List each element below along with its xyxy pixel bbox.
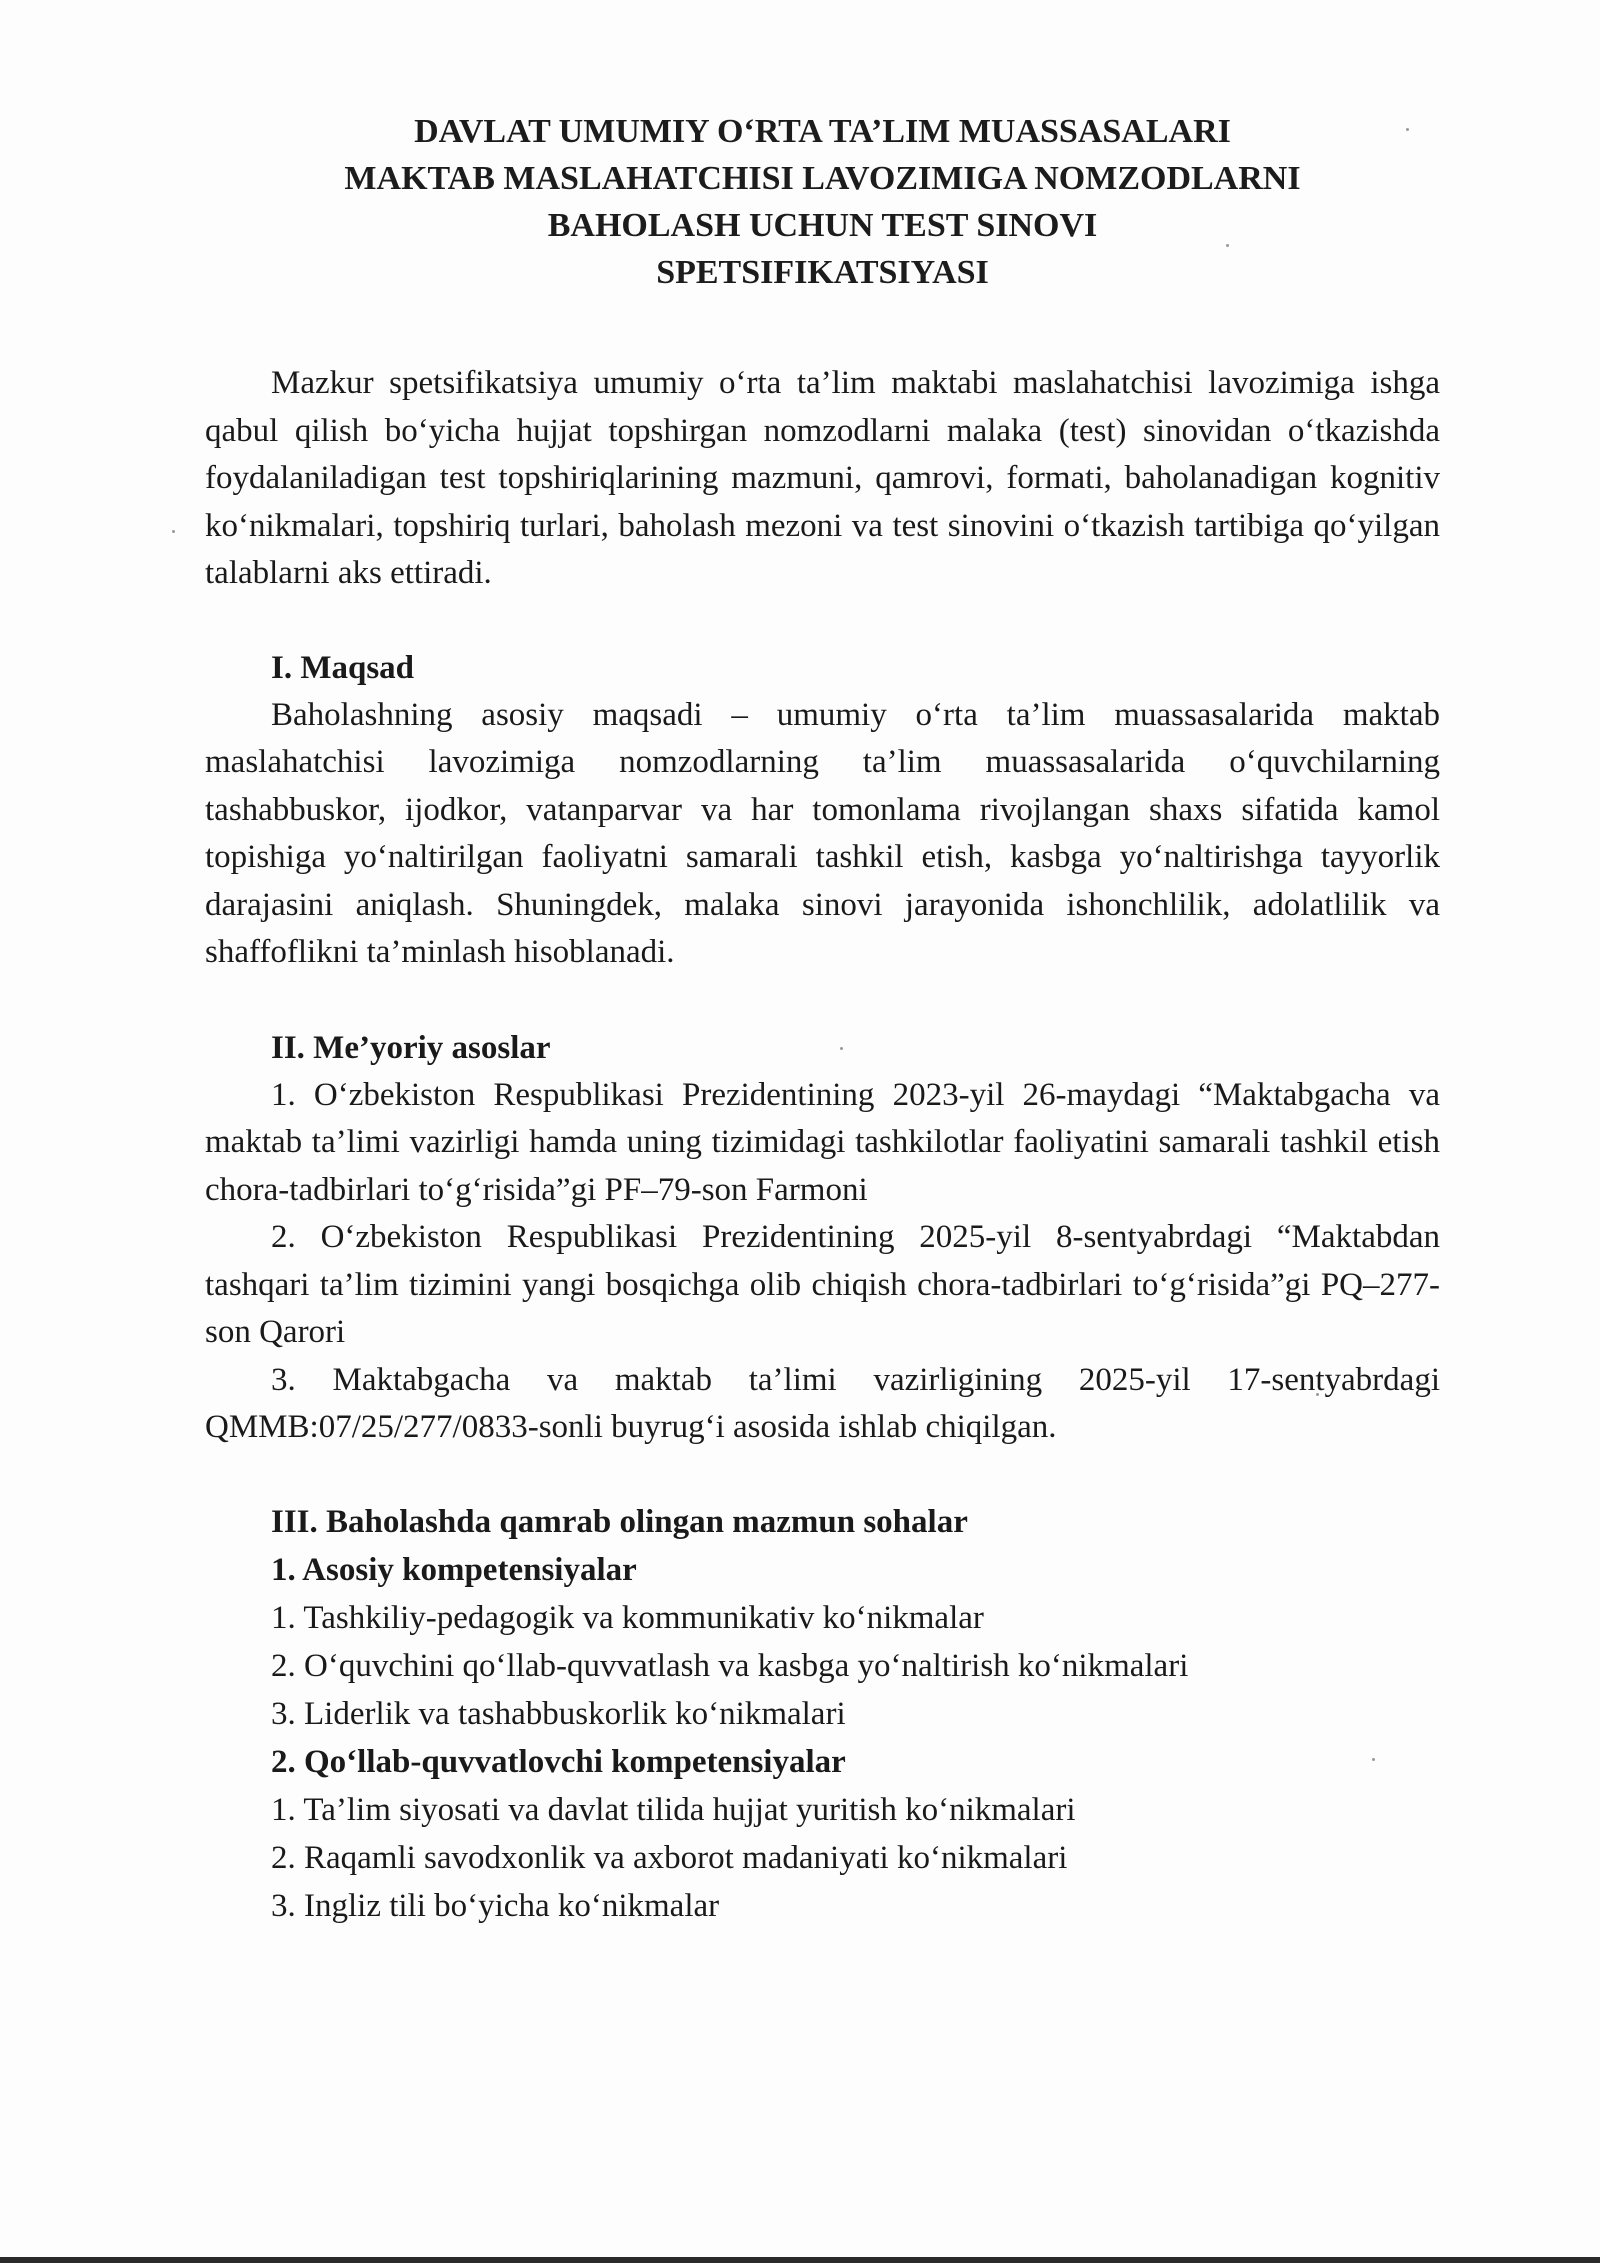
core-competency-item-3: 3. Liderlik va tashabbuskorlik ko‘nikmalari [271, 1695, 846, 1732]
intro-paragraph: Mazkur spetsifikatsiya umumiy o‘rta ta’lim maktabi maslahatchisi lavozimiga ishga qabul qilish bo‘yicha hujjat topshirgan nomzodlarni malaka (test) sinovidan o‘tkazishda foydalaniladigan test topshiriqlarining mazmuni, qamrovi, formati, baholanadigan kognitiv ko‘nikmalari, topshiriq turlari, baholash mezoni va test sinovini o‘tkazish tartibiga qo‘yilgan talablarni aks ettiradi. [205, 365, 1440, 591]
title-line-2: MAKTAB MASLAHATCHISI LAVOZIMIGA NOMZODLARNI [344, 160, 1301, 197]
supporting-competency-item-2: 2. Raqamli savodxonlik va axborot madaniyati ko‘nikmalari [271, 1839, 1068, 1876]
supporting-competency-item-3: 3. Ingliz tili bo‘yicha ko‘nikmalar [271, 1887, 720, 1924]
scan-bottom-edge [0, 2257, 1600, 2263]
legal-basis-item-1: 1. O‘zbekiston Respublikasi Prezidentining 2023-yil 26-maydagi “Maktabgacha va maktab ta’limi vazirligi hamda uning tizimidagi tashkilotlar faoliyatini samarali tashkil etish chora-tadbirlari to‘g‘risida”gi PF–79-son Farmoni [205, 1076, 1440, 1208]
section-heading-content-areas: III. Baholashda qamrab olingan mazmun sohalar [271, 1503, 968, 1540]
scan-speck [172, 530, 175, 533]
subsection-heading-supporting-competencies: 2. Qo‘llab-quvvatlovchi kompetensiyalar [271, 1743, 846, 1780]
legal-basis-item-2: 2. O‘zbekiston Respublikasi Prezidentining 2025-yil 8-sentyabrdagi “Maktabdan tashqari ta’lim tizimini yangi bosqichga olib chiqish chora-tadbirlari to‘g‘risida”gi PQ–277-son Qarori [205, 1219, 1440, 1350]
core-competency-item-1: 1. Tashkiliy-pedagogik va kommunikativ ko‘nikmalar [271, 1599, 984, 1636]
document-title [205, 108, 1440, 296]
core-competency-item-2: 2. O‘quvchini qo‘llab-quvvatlash va kasbga yo‘naltirish ko‘nikmalari [271, 1647, 1189, 1684]
supporting-competency-item-1: 1. Ta’lim siyosati va davlat tilida hujjat yuritish ko‘nikmalari [271, 1791, 1076, 1828]
section-heading-goal: I. Maqsad [271, 649, 415, 686]
title-line-1: DAVLAT UMUMIY O‘RTA TA’LIM MUASSASALARI [414, 113, 1231, 150]
legal-basis-item-3: 3. Maktabgacha va maktab ta’limi vazirligining 2025-yil 17-sentyabrdagi QMMB:07/25/277/0833-sonli buyrug‘i asosida ishlab chiqilgan. [205, 1361, 1440, 1445]
subsection-heading-core-competencies: 1. Asosiy kompetensiyalar [271, 1551, 637, 1588]
title-line-3: BAHOLASH UCHUN TEST SINOVI [547, 207, 1098, 244]
section-heading-legal-basis: II. Me’yoriy asoslar [271, 1029, 551, 1066]
document-body [205, 108, 1440, 1930]
goal-paragraph: Baholashning asosiy maqsadi – umumiy o‘rta ta’lim muassasalarida maktab maslahatchisi lavozimiga nomzodlarning ta’lim muassasalarida o‘quvchilarning tashabbuskor, ijodkor, vatanparvar va har tomonlama rivojlangan shaxs sifatida kamol topishiga yo‘naltirilgan faoliyatni samarali tashkil etish, kasbga yo‘naltirishga tayyorlik darajasini aniqlash. Shuningdek, malaka sinovi jarayonida ishonchlilik, adolatlilik va shaffoflikni ta’minlash hisoblanadi. [205, 696, 1440, 970]
title-line-4: SPETSIFIKATSIYASI [656, 254, 989, 291]
